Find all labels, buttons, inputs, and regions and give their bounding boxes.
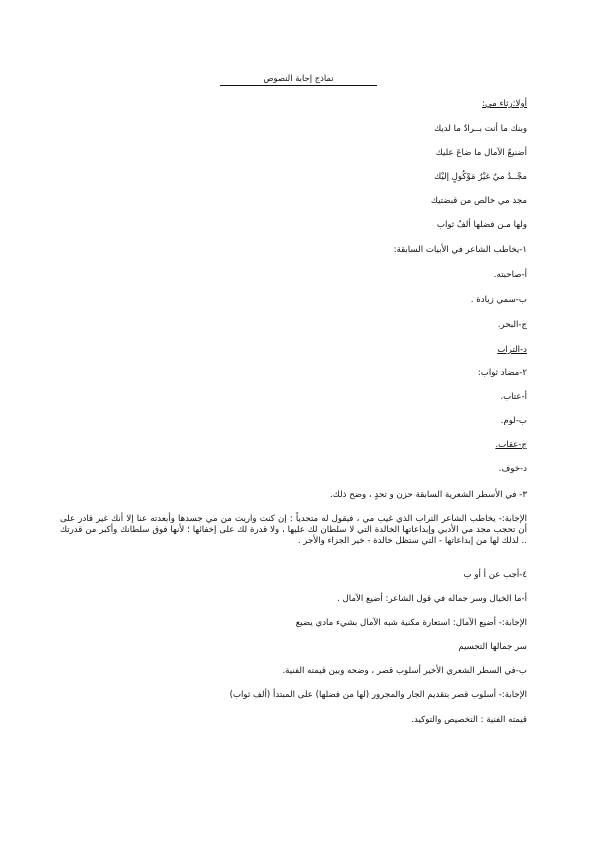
section-heading: أولا:رثاء مي: xyxy=(482,99,527,109)
question-1: ١-يخاطب الشاعر في الأبيات السابقة: xyxy=(393,245,527,255)
question-2: ٢-مضاد ثواب: xyxy=(477,368,527,378)
q4-b-question: ب-في السطر الشعري الأخير أسلوب قصر ، وضحه وبين قيمته الفنية. xyxy=(282,666,527,676)
q2-option-b: ب-لوم. xyxy=(500,416,527,426)
q2-option-d: د-خوف. xyxy=(498,464,527,474)
q1-option-a: أ-صاحبته. xyxy=(493,270,527,280)
q1-option-c: ج-البحر. xyxy=(497,320,527,330)
q4-b-answer: الإجابة:- أسلوب قصر بتقديم الجار والمجرور (لها من فضلها) على المبتدأ (ألف ثواب) xyxy=(229,690,527,700)
page-title: نماذج إجابة النصوص xyxy=(220,73,377,86)
q4-a-beauty: سر جمالها التجسيم xyxy=(458,642,527,652)
poem-line-5: ولها مـن فضلها ألفُ ثواب xyxy=(436,220,527,230)
poem-line-4: مجد مي خالص من قبضتيك xyxy=(430,196,527,206)
poem-line-3: مجْــدُ ميٌ غيْرُ مَوْكُولٍ إليْك xyxy=(434,172,527,182)
poem-line-1: وبنك ما أنت بــرادٌ ما لديك xyxy=(434,124,527,134)
poem-line-2: أضنيعٌ الآمال ما ضاعَ عليك xyxy=(435,148,527,158)
q1-option-d-correct: د-التراب xyxy=(497,345,527,355)
q4-b-value: قيمته الفنية : التخصيص والتوكيد. xyxy=(411,715,527,725)
q4-a-answer: الإجابة:- أضيع الآمال: استعارة مكنية شبه الآمال بشيء مادي يضيع xyxy=(295,618,527,628)
q4-a-question: أ-ما الخيال وسر جماله في قول الشاعر: أضيع الآمال . xyxy=(337,594,527,604)
question-3: ٣- في الأسطر الشعرية السابقة حزن و تحدٍ ، وضح ذلك. xyxy=(330,490,527,500)
q3-answer: الإجابة:- يخاطب الشاعر التراب الذي غيب مي ، فيقول له متحدياً : إن كنت واريت من مي جسدها وأبعدته عنا إلا أنك غير قادر على أن تحجب مجد مي الأدبي وإبداعاتها الخالدة التي لا سلطان لك عليها ، ولا قدرة لك على إخفائها ؛ لأنها فوق سلطانك وأكبر من قدرتك .. لذلك لها من إبداعاتها - التي ستظل خالدة - خير الجزاء والأجر . xyxy=(60,514,527,546)
q2-option-c-correct: ج-عقاب. xyxy=(495,440,527,450)
q1-option-b: ب-سمي زيادة . xyxy=(470,295,527,305)
question-4: ٤-أجب عن أ أو ب xyxy=(463,570,527,580)
q2-option-a: أ-عتاب. xyxy=(500,392,527,402)
